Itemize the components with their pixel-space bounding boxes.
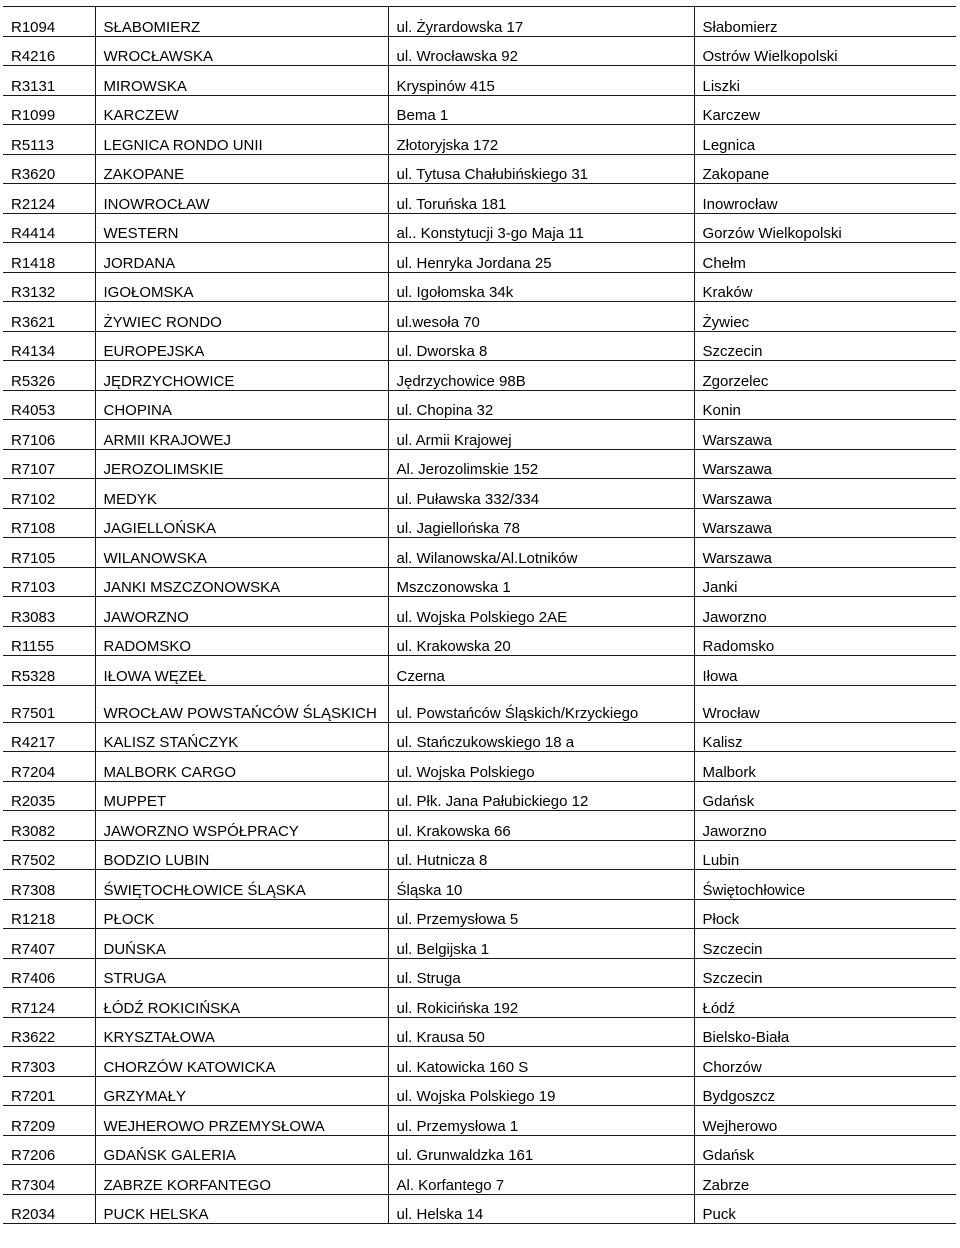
- table-row: [3, 154, 956, 184]
- address-cell: ul. Przemysłowa 5: [388, 899, 694, 929]
- station-name-cell: WESTERN: [95, 213, 388, 243]
- table-row: [3, 7, 956, 37]
- station-code-cell: R7303: [3, 1047, 95, 1077]
- table-row: [3, 1017, 956, 1047]
- city-cell: Jaworzno: [694, 597, 956, 627]
- station-code-cell: R4217: [3, 722, 95, 752]
- station-name-cell: PŁOCK: [95, 899, 388, 929]
- address-cell: Al. Jerozolimskie 152: [388, 449, 694, 479]
- address-cell: Jędrzychowice 98B: [388, 361, 694, 391]
- city-cell: Warszawa: [694, 449, 956, 479]
- station-name-cell: JAWORZNO WSPÓŁPRACY: [95, 811, 388, 841]
- city-cell: Konin: [694, 390, 956, 420]
- station-name-cell: WEJHEROWO PRZEMYSŁOWA: [95, 1106, 388, 1136]
- station-name-cell: ŻYWIEC RONDO: [95, 302, 388, 332]
- station-name-cell: KALISZ STAŃCZYK: [95, 722, 388, 752]
- station-name-cell: STRUGA: [95, 958, 388, 988]
- table-row: [3, 626, 956, 656]
- station-name-cell: WROCŁAWSKA: [95, 36, 388, 66]
- station-code-cell: R7105: [3, 538, 95, 568]
- station-code-cell: R7206: [3, 1135, 95, 1165]
- table-row: [3, 752, 956, 782]
- station-code-cell: R7304: [3, 1165, 95, 1195]
- address-cell: ul. Dworska 8: [388, 331, 694, 361]
- table-row: [3, 538, 956, 568]
- station-name-cell: ŁÓDŹ ROKICIŃSKA: [95, 988, 388, 1018]
- city-cell: Słabomierz: [694, 7, 956, 37]
- city-cell: Gdańsk: [694, 781, 956, 811]
- station-code-cell: R7108: [3, 508, 95, 538]
- city-cell: Szczecin: [694, 929, 956, 959]
- table-row: [3, 870, 956, 900]
- city-cell: Puck: [694, 1194, 956, 1224]
- address-cell: Mszczonowska 1: [388, 567, 694, 597]
- address-cell: ul. Krakowska 66: [388, 811, 694, 841]
- table-row: [3, 685, 956, 722]
- table-row: [3, 420, 956, 450]
- city-cell: Janki: [694, 567, 956, 597]
- city-cell: Kraków: [694, 272, 956, 302]
- station-table: [3, 6, 956, 1224]
- station-code-cell: R4053: [3, 390, 95, 420]
- address-cell: ul. Stańczukowskiego 18 a: [388, 722, 694, 752]
- station-name-cell: IŁOWA WĘZEŁ: [95, 656, 388, 686]
- station-code-cell: R4216: [3, 36, 95, 66]
- station-code-cell: R3082: [3, 811, 95, 841]
- table-row: [3, 1076, 956, 1106]
- table-row: [3, 213, 956, 243]
- station-name-cell: INOWROCŁAW: [95, 184, 388, 214]
- address-cell: Złotoryjska 172: [388, 125, 694, 155]
- station-code-cell: R3620: [3, 154, 95, 184]
- station-code-cell: R7501: [3, 685, 95, 722]
- address-cell: ul. Przemysłowa 1: [388, 1106, 694, 1136]
- table-row: [3, 958, 956, 988]
- station-table-body: [3, 7, 956, 1224]
- station-code-cell: R7308: [3, 870, 95, 900]
- station-name-cell: MIROWSKA: [95, 66, 388, 96]
- station-code-cell: R7106: [3, 420, 95, 450]
- address-cell: ul. Chopina 32: [388, 390, 694, 420]
- address-cell: ul. Grunwaldzka 161: [388, 1135, 694, 1165]
- station-name-cell: KARCZEW: [95, 95, 388, 125]
- table-row: [3, 331, 956, 361]
- station-code-cell: R7103: [3, 567, 95, 597]
- table-row: [3, 243, 956, 273]
- city-cell: Inowrocław: [694, 184, 956, 214]
- city-cell: Bielsko-Biała: [694, 1017, 956, 1047]
- station-name-cell: EUROPEJSKA: [95, 331, 388, 361]
- station-code-cell: R7102: [3, 479, 95, 509]
- station-code-cell: R3131: [3, 66, 95, 96]
- address-cell: ul. Żyrardowska 17: [388, 7, 694, 37]
- city-cell: Iłowa: [694, 656, 956, 686]
- address-cell: ul. Belgijska 1: [388, 929, 694, 959]
- city-cell: Zabrze: [694, 1165, 956, 1195]
- city-cell: Świętochłowice: [694, 870, 956, 900]
- address-cell: ul.wesoła 70: [388, 302, 694, 332]
- city-cell: Warszawa: [694, 420, 956, 450]
- station-code-cell: R4414: [3, 213, 95, 243]
- address-cell: ul. Rokicińska 192: [388, 988, 694, 1018]
- station-name-cell: JANKI MSZCZONOWSKA: [95, 567, 388, 597]
- station-name-cell: JEROZOLIMSKIE: [95, 449, 388, 479]
- station-code-cell: R1218: [3, 899, 95, 929]
- city-cell: Ostrów Wielkopolski: [694, 36, 956, 66]
- station-name-cell: CHORZÓW KATOWICKA: [95, 1047, 388, 1077]
- station-name-cell: WILANOWSKA: [95, 538, 388, 568]
- table-row: [3, 722, 956, 752]
- station-name-cell: JAWORZNO: [95, 597, 388, 627]
- city-cell: Gorzów Wielkopolski: [694, 213, 956, 243]
- station-code-cell: R1099: [3, 95, 95, 125]
- city-cell: Malbork: [694, 752, 956, 782]
- address-cell: ul. Tytusa Chałubińskiego 31: [388, 154, 694, 184]
- city-cell: Warszawa: [694, 538, 956, 568]
- station-name-cell: MEDYK: [95, 479, 388, 509]
- address-cell: al. Wilanowska/Al.Lotników: [388, 538, 694, 568]
- city-cell: Płock: [694, 899, 956, 929]
- station-name-cell: JORDANA: [95, 243, 388, 273]
- address-cell: Kryspinów 415: [388, 66, 694, 96]
- station-name-cell: DUŃSKA: [95, 929, 388, 959]
- station-name-cell: GRZYMAŁY: [95, 1076, 388, 1106]
- table-row: [3, 479, 956, 509]
- station-name-cell: IGOŁOMSKA: [95, 272, 388, 302]
- address-cell: Bema 1: [388, 95, 694, 125]
- address-cell: Al. Korfantego 7: [388, 1165, 694, 1195]
- station-code-cell: R2124: [3, 184, 95, 214]
- table-row: [3, 361, 956, 391]
- table-row: [3, 1106, 956, 1136]
- city-cell: Warszawa: [694, 508, 956, 538]
- address-cell: ul. Armii Krajowej: [388, 420, 694, 450]
- station-code-cell: R1418: [3, 243, 95, 273]
- address-cell: ul. Krakowska 20: [388, 626, 694, 656]
- city-cell: Zakopane: [694, 154, 956, 184]
- city-cell: Łódź: [694, 988, 956, 1018]
- address-cell: ul. Wojska Polskiego: [388, 752, 694, 782]
- city-cell: Jaworzno: [694, 811, 956, 841]
- station-name-cell: MALBORK CARGO: [95, 752, 388, 782]
- station-name-cell: SŁABOMIERZ: [95, 7, 388, 37]
- city-cell: Chorzów: [694, 1047, 956, 1077]
- station-code-cell: R7407: [3, 929, 95, 959]
- city-cell: Radomsko: [694, 626, 956, 656]
- city-cell: Bydgoszcz: [694, 1076, 956, 1106]
- city-cell: Wejherowo: [694, 1106, 956, 1136]
- table-row: [3, 95, 956, 125]
- table-row: [3, 567, 956, 597]
- address-cell: ul. Toruńska 181: [388, 184, 694, 214]
- station-code-cell: R4134: [3, 331, 95, 361]
- station-name-cell: MUPPET: [95, 781, 388, 811]
- city-cell: Gdańsk: [694, 1135, 956, 1165]
- address-cell: ul. Jagiellońska 78: [388, 508, 694, 538]
- station-name-cell: ZAKOPANE: [95, 154, 388, 184]
- table-row: [3, 390, 956, 420]
- station-code-cell: R5328: [3, 656, 95, 686]
- station-name-cell: CHOPINA: [95, 390, 388, 420]
- station-name-cell: BODZIO LUBIN: [95, 840, 388, 870]
- station-code-cell: R1094: [3, 7, 95, 37]
- city-cell: Warszawa: [694, 479, 956, 509]
- address-cell: ul. Krausa 50: [388, 1017, 694, 1047]
- address-cell: Czerna: [388, 656, 694, 686]
- address-cell: ul. Struga: [388, 958, 694, 988]
- table-row: [3, 36, 956, 66]
- address-cell: ul. Puławska 332/334: [388, 479, 694, 509]
- station-code-cell: R5326: [3, 361, 95, 391]
- table-row: [3, 840, 956, 870]
- station-code-cell: R5113: [3, 125, 95, 155]
- address-cell: ul. Wojska Polskiego 19: [388, 1076, 694, 1106]
- city-cell: Liszki: [694, 66, 956, 96]
- table-row: [3, 1135, 956, 1165]
- table-row: [3, 811, 956, 841]
- table-row: [3, 597, 956, 627]
- station-name-cell: PUCK HELSKA: [95, 1194, 388, 1224]
- address-cell: ul. Powstańców Śląskich/Krzyckiego: [388, 685, 694, 722]
- station-code-cell: R7406: [3, 958, 95, 988]
- table-row: [3, 1047, 956, 1077]
- table-row: [3, 508, 956, 538]
- station-name-cell: ARMII KRAJOWEJ: [95, 420, 388, 450]
- station-name-cell: ŚWIĘTOCHŁOWICE ŚLĄSKA: [95, 870, 388, 900]
- station-code-cell: R7502: [3, 840, 95, 870]
- city-cell: Legnica: [694, 125, 956, 155]
- city-cell: Zgorzelec: [694, 361, 956, 391]
- city-cell: Lubin: [694, 840, 956, 870]
- station-name-cell: JĘDRZYCHOWICE: [95, 361, 388, 391]
- address-cell: al.. Konstytucji 3-go Maja 11: [388, 213, 694, 243]
- station-code-cell: R1155: [3, 626, 95, 656]
- station-name-cell: WROCŁAW POWSTAŃCÓW ŚLĄSKICH: [95, 685, 388, 722]
- table-row: [3, 781, 956, 811]
- table-row: [3, 302, 956, 332]
- station-name-cell: ZABRZE KORFANTEGO: [95, 1165, 388, 1195]
- station-name-cell: RADOMSKO: [95, 626, 388, 656]
- address-cell: ul. Henryka Jordana 25: [388, 243, 694, 273]
- station-code-cell: R7209: [3, 1106, 95, 1136]
- station-code-cell: R2034: [3, 1194, 95, 1224]
- station-name-cell: GDAŃSK GALERIA: [95, 1135, 388, 1165]
- address-cell: ul. Igołomska 34k: [388, 272, 694, 302]
- station-code-cell: R7201: [3, 1076, 95, 1106]
- city-cell: Karczew: [694, 95, 956, 125]
- city-cell: Szczecin: [694, 331, 956, 361]
- address-cell: ul. Płk. Jana Pałubickiego 12: [388, 781, 694, 811]
- table-row: [3, 988, 956, 1018]
- table-row: [3, 66, 956, 96]
- station-name-cell: JAGIELLOŃSKA: [95, 508, 388, 538]
- city-cell: Kalisz: [694, 722, 956, 752]
- table-row: [3, 656, 956, 686]
- table-row: [3, 272, 956, 302]
- table-row: [3, 449, 956, 479]
- station-code-cell: R7204: [3, 752, 95, 782]
- station-code-cell: R3621: [3, 302, 95, 332]
- table-row: [3, 929, 956, 959]
- table-row: [3, 1194, 956, 1224]
- address-cell: ul. Hutnicza 8: [388, 840, 694, 870]
- city-cell: Szczecin: [694, 958, 956, 988]
- address-cell: ul. Wojska Polskiego 2AE: [388, 597, 694, 627]
- city-cell: Żywiec: [694, 302, 956, 332]
- table-row: [3, 1165, 956, 1195]
- city-cell: Wrocław: [694, 685, 956, 722]
- table-row: [3, 125, 956, 155]
- address-cell: ul. Helska 14: [388, 1194, 694, 1224]
- address-cell: ul. Katowicka 160 S: [388, 1047, 694, 1077]
- station-code-cell: R7107: [3, 449, 95, 479]
- address-cell: Śląska 10: [388, 870, 694, 900]
- station-code-cell: R3622: [3, 1017, 95, 1047]
- station-code-cell: R3083: [3, 597, 95, 627]
- city-cell: Chełm: [694, 243, 956, 273]
- station-name-cell: LEGNICA RONDO UNII: [95, 125, 388, 155]
- station-code-cell: R2035: [3, 781, 95, 811]
- station-name-cell: KRYSZTAŁOWA: [95, 1017, 388, 1047]
- address-cell: ul. Wrocławska 92: [388, 36, 694, 66]
- station-code-cell: R7124: [3, 988, 95, 1018]
- station-code-cell: R3132: [3, 272, 95, 302]
- table-row: [3, 899, 956, 929]
- table-row: [3, 184, 956, 214]
